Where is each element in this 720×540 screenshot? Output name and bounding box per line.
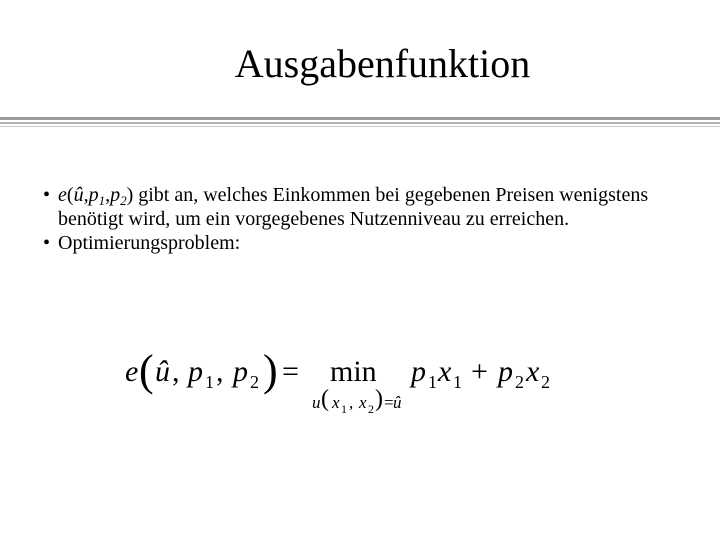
constraint-paren-close: ) [375, 386, 383, 412]
bullet-text: gibt an, welches Einkommen bei gegebenen Preisen wenigstens benötigt wird, um ein vorgegebenes Nutzenniveau zu erreichen. [58, 184, 649, 230]
title-divider-line [0, 122, 720, 124]
term-price-index: 2 [515, 372, 524, 392]
term-price-index: 1 [428, 372, 437, 392]
price-index: 1 [98, 193, 106, 208]
price-symbol: p [88, 184, 99, 206]
price-index: 2 [120, 193, 127, 208]
formula-plus: + [471, 355, 488, 388]
constraint-good-index: 1 [341, 402, 347, 416]
term-price-symbol: p [498, 355, 513, 388]
paren-close: ) [126, 184, 134, 206]
term-good-symbol: x [526, 355, 540, 388]
constraint-good-symbol: x [359, 393, 367, 412]
term-price-symbol: p [411, 355, 426, 388]
formula-comma: , [216, 355, 224, 388]
bullet-item-definition [43, 183, 683, 231]
formula-price-index: 1 [205, 372, 214, 392]
price-symbol: p [110, 184, 121, 206]
utility-level-symbol: û [73, 184, 84, 206]
formula-equals: = [282, 355, 299, 388]
formula-comma: , [172, 355, 180, 388]
formula-utility-level: û [155, 355, 170, 388]
function-name: e [58, 184, 67, 206]
constraint-equals: = [384, 393, 394, 412]
constraint-utility-function: u [312, 393, 321, 412]
title-divider-line [0, 126, 720, 127]
comma: , [105, 184, 111, 206]
bullet-item-optimization [43, 231, 683, 255]
bullet-marker: • [43, 232, 51, 254]
constraint-paren-open: ( [321, 386, 329, 412]
formula-function-name: e [125, 355, 139, 388]
constraint-good-index: 2 [368, 402, 374, 416]
formula-paren-close: ) [263, 346, 278, 395]
title-divider-line [0, 117, 720, 120]
bullet-text: Optimierungsproblem: [58, 232, 241, 254]
bullet-list [43, 183, 683, 255]
term-good-symbol: x [438, 355, 452, 388]
formula-price-symbol: p [233, 355, 248, 388]
term-good-index: 2 [541, 372, 550, 392]
slide-title: Ausgabenfunktion [234, 41, 531, 86]
comma: , [83, 184, 89, 206]
formula-paren-open: ( [139, 346, 154, 395]
constraint-utility-level: û [393, 393, 402, 412]
expenditure-minimization-formula [125, 346, 595, 425]
formula-price-index: 2 [250, 372, 259, 392]
term-good-index: 1 [453, 372, 462, 392]
formula-price-symbol: p [188, 355, 203, 388]
formula-min-operator: min [330, 355, 377, 388]
paren-open: ( [66, 184, 74, 206]
constraint-good-symbol: x [332, 393, 340, 412]
bullet-marker: • [43, 184, 51, 206]
constraint-comma: , [349, 393, 354, 412]
